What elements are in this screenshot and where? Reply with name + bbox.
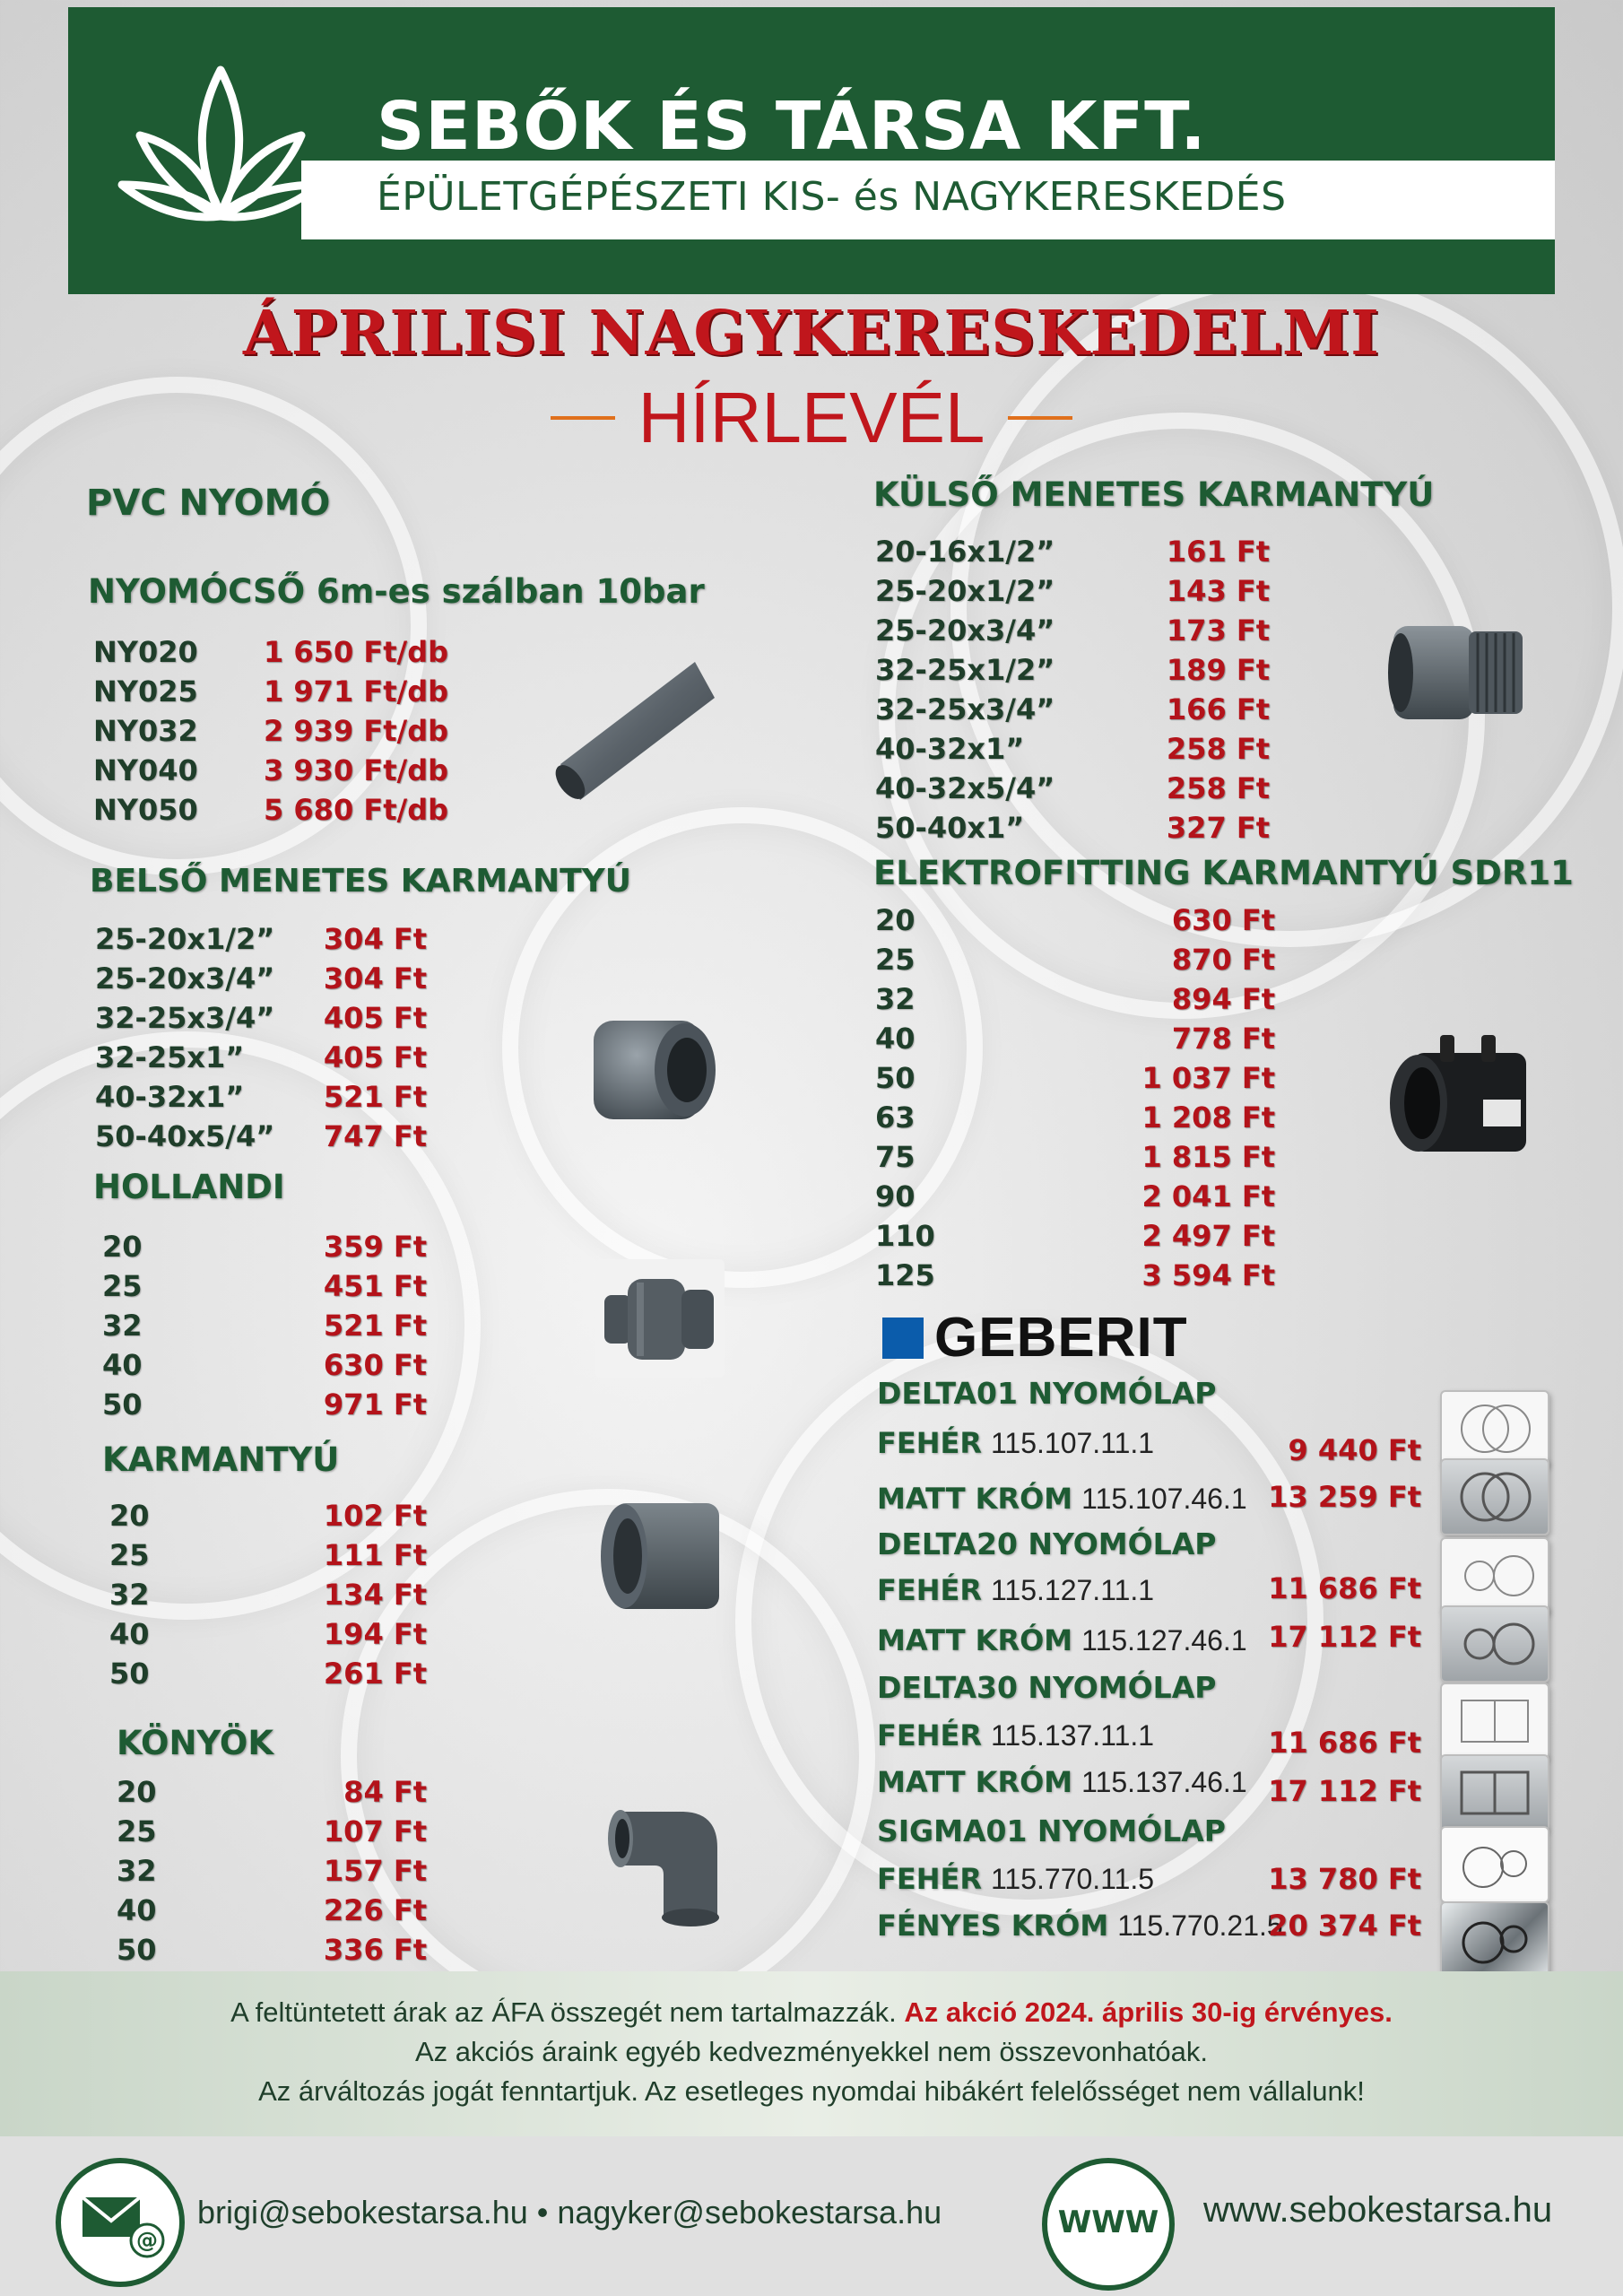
item-code: 50-40x5/4” [95,1119,275,1153]
item-price: 107 Ft [323,1814,427,1848]
nyomocso-list [93,632,452,830]
item-article: 115.127.11.1 [991,1574,1155,1606]
item-price: 1 650 Ft/db [264,635,448,669]
item-price: 405 Ft [323,1040,427,1074]
item-price: 11 686 Ft [1268,1726,1421,1760]
item-price: 451 Ft [323,1269,427,1303]
item-price: 258 Ft [1166,771,1270,805]
item-price: 13 259 Ft [1268,1480,1421,1514]
pipe-image [551,646,717,807]
item-price: 161 Ft [1166,535,1270,569]
list-item [117,1812,475,1851]
newsletter-title: ÁPRILISI NAGYKERESKEDELMI [243,298,1380,370]
flush-plate-image [1440,1537,1549,1614]
elbow-image [601,1794,735,1928]
website-link[interactable]: www.sebokestarsa.hu [1203,2190,1553,2230]
list-item [95,998,454,1038]
item-code: 32 [875,982,916,1016]
list-item [117,1851,475,1891]
item-code: 32-25x1/2” [875,653,1055,687]
list-item [117,1930,475,1970]
item-price: 521 Ft [323,1309,427,1343]
flush-plate-image [1440,1605,1549,1683]
item-price: 5 680 Ft/db [264,793,448,827]
disclaimer-line-1 [0,1996,1623,2029]
item-code: 40 [117,1893,157,1927]
company-name: SEBŐK ÉS TÁRSA KFT. [377,88,1207,165]
item-price: 1 815 Ft [1141,1140,1275,1174]
item-code: 25 [102,1269,143,1303]
karmantyu-list [109,1496,468,1693]
item-price: 327 Ft [1166,811,1270,845]
list-item [875,979,1306,1019]
item-price: 778 Ft [1171,1022,1275,1056]
item-code: 50-40x1” [875,811,1025,845]
list-item [95,1077,454,1117]
item-code: 32-25x1” [95,1040,245,1074]
item-price: 226 Ft [323,1893,427,1927]
list-item [875,571,1306,611]
list-item [93,632,452,672]
geberit-item [877,1862,1154,1896]
konyok-list [117,1772,475,1970]
list-item [875,769,1306,808]
item-price: 630 Ft [323,1348,427,1382]
kulso-list [875,532,1306,848]
list-item [109,1614,468,1654]
geberit-brand: GEBERIT [934,1307,1188,1369]
list-item [95,959,454,998]
company-subtitle: ÉPÜLETGÉPÉSZETI KIS- és NAGYKERESKEDÉS [377,174,1287,220]
list-item [875,1216,1306,1256]
pvc-heading: PVC NYOMÓ [86,483,331,524]
item-article: 115.107.46.1 [1081,1483,1247,1515]
electrofusion-coupling-image [1377,1022,1537,1166]
item-article: 115.127.46.1 [1081,1624,1247,1657]
item-code: 90 [875,1179,916,1213]
hollandi-list [102,1227,461,1424]
item-price: 194 Ft [323,1617,427,1651]
item-code: 50 [109,1657,150,1691]
item-price: 1 037 Ft [1141,1061,1275,1095]
item-article: 115.770.11.5 [991,1863,1155,1895]
item-code: 40 [875,1022,916,1056]
item-code: 20 [875,903,916,937]
item-price: 304 Ft [323,961,427,996]
item-code: 40 [102,1348,143,1382]
list-item [109,1496,468,1535]
contact-emails[interactable]: brigi@sebokestarsa.hu • nagyker@sebokestarsa.hu [197,2194,942,2231]
elektro-list [875,900,1306,1295]
item-code: NY032 [93,714,198,748]
item-price: 157 Ft [323,1854,427,1888]
item-price: 102 Ft [323,1499,427,1533]
list-item [102,1306,461,1345]
item-code: 25 [117,1814,157,1848]
item-price: 84 Ft [343,1775,427,1809]
item-price: 17 112 Ft [1268,1620,1421,1654]
company-logo [113,59,328,274]
item-variant: FEHÉR [877,1862,982,1896]
promo-validity: Az akció 2024. április 30-ig érvényes. [904,1996,1393,2028]
item-code: 32-25x3/4” [875,692,1055,726]
item-code: 75 [875,1140,916,1174]
list-item [117,1891,475,1930]
item-code: NY040 [93,753,198,787]
item-code: 110 [875,1219,935,1253]
male-coupling-image [1381,610,1533,735]
list-item [109,1575,468,1614]
item-code: 25 [875,943,916,977]
item-variant: FEHÉR [877,1426,982,1460]
svg-text:@: @ [136,2228,158,2253]
item-code: 40 [109,1617,150,1651]
list-item [875,1019,1306,1058]
item-price: 9 440 Ft [1288,1433,1421,1467]
item-code: 32 [117,1854,157,1888]
item-code: 50 [102,1387,143,1422]
geberit-square-icon [882,1318,924,1359]
list-item [117,1772,475,1812]
item-price: 189 Ft [1166,653,1270,687]
item-code: 25 [109,1538,150,1572]
geberit-group-heading: DELTA20 NYOMÓLAP [877,1526,1217,1561]
newsletter-subtitle-row [0,377,1623,459]
item-code: 125 [875,1258,935,1292]
item-variant: MATT KRÓM [877,1765,1073,1799]
list-item [875,1256,1306,1295]
list-item [109,1654,468,1693]
geberit-item [877,1718,1154,1752]
nyomocso-heading: NYOMÓCSŐ 6m-es szálban 10bar [88,572,705,611]
flush-plate-image [1440,1390,1549,1467]
item-code: 63 [875,1100,916,1135]
item-variant: MATT KRÓM [877,1623,1073,1657]
item-price: 173 Ft [1166,613,1270,648]
item-price: 870 Ft [1171,943,1275,977]
item-code: 20 [117,1775,157,1809]
female-coupling-image [585,1003,728,1137]
item-variant: MATT KRÓM [877,1482,1073,1516]
item-price: 134 Ft [323,1578,427,1612]
kulso-heading: KÜLSŐ MENETES KARMANTYÚ [873,475,1435,514]
hollandi-heading: HOLLANDI [93,1168,285,1206]
item-code: 32-25x3/4” [95,1001,275,1035]
list-item [875,1058,1306,1098]
flush-plate-image [1440,1901,1549,1979]
geberit-logo [882,1306,1188,1369]
geberit-group-heading: DELTA01 NYOMÓLAP [877,1376,1217,1411]
item-price: 405 Ft [323,1001,427,1035]
item-price: 336 Ft [323,1933,427,1967]
item-code: NY050 [93,793,198,827]
envelope-icon [56,2158,185,2287]
geberit-item [877,1482,1247,1516]
belso-heading: BELSŐ MENETES KARMANTYÚ [90,863,631,900]
list-item [102,1266,461,1306]
elektro-heading: ELEKTROFITTING KARMANTYÚ SDR11 [873,854,1574,892]
item-price: 3 594 Ft [1141,1258,1275,1292]
item-price: 2 041 Ft [1141,1179,1275,1213]
geberit-item [877,1573,1154,1607]
list-item [93,672,452,711]
list-item [875,532,1306,571]
list-item [93,751,452,790]
geberit-group-heading: DELTA30 NYOMÓLAP [877,1670,1217,1705]
item-variant: FEHÉR [877,1718,982,1752]
disclaimer-text: A feltüntetett árak az ÁFA összegét nem tartalmazzák. [230,1996,897,2028]
list-item [102,1227,461,1266]
list-item [102,1345,461,1385]
belso-list [95,919,454,1156]
list-item [93,711,452,751]
flush-plate-image [1440,1754,1549,1831]
item-price: 521 Ft [323,1080,427,1114]
item-code: 40-32x1” [95,1080,245,1114]
geberit-item [877,1765,1247,1799]
header-banner [68,7,1555,294]
list-item [109,1535,468,1575]
item-price: 359 Ft [323,1230,427,1264]
item-variant: FEHÉR [877,1573,982,1607]
item-code: 50 [117,1933,157,1967]
item-price: 261 Ft [323,1657,427,1691]
flush-plate-image [1440,1826,1549,1903]
list-item [95,1038,454,1077]
item-price: 11 686 Ft [1268,1571,1421,1605]
item-article: 115.137.46.1 [1081,1766,1247,1798]
orange-dash-right [1008,416,1072,420]
item-price: 1 208 Ft [1141,1100,1275,1135]
disclaimer-panel [0,1971,1623,2136]
list-item [875,808,1306,848]
list-item [875,690,1306,729]
list-item [875,611,1306,650]
item-price: 894 Ft [1171,982,1275,1016]
newsletter-subtitle: HÍRLEVÉL [638,378,985,457]
flush-plate-image [1440,1458,1549,1535]
list-item [875,1177,1306,1216]
konyok-heading: KÖNYÖK [117,1724,274,1762]
item-code: 32 [102,1309,143,1343]
geberit-group-heading: SIGMA01 NYOMÓLAP [877,1813,1226,1848]
item-price: 304 Ft [323,922,427,956]
www-badge-text: WWW [1057,2205,1159,2240]
geberit-item [877,1623,1247,1657]
item-article: 115.770.21.5 [1117,1909,1283,1942]
item-variant: FÉNYES KRÓM [877,1909,1109,1943]
item-price: 166 Ft [1166,692,1270,726]
list-item [95,1117,454,1156]
item-code: 40-32x1” [875,732,1025,766]
list-item [875,1137,1306,1177]
list-item [95,919,454,959]
item-price: 971 Ft [323,1387,427,1422]
item-price: 3 930 Ft/db [264,753,448,787]
item-code: 20-16x1/2” [875,535,1055,569]
item-code: 25-20x1/2” [95,922,275,956]
contact-footer [0,2136,1623,2296]
geberit-item [877,1426,1154,1460]
list-item [875,1098,1306,1137]
list-item [875,650,1306,690]
item-code: 25-20x3/4” [95,961,275,996]
www-icon [1042,2158,1175,2291]
union-fitting-image [595,1259,725,1378]
item-price: 2 497 Ft [1141,1219,1275,1253]
item-price: 17 112 Ft [1268,1774,1421,1808]
item-price: 630 Ft [1171,903,1275,937]
item-code: NY020 [93,635,198,669]
item-price: 143 Ft [1166,574,1270,608]
disclaimer-line-3: Az árváltozás jogát fenntartjuk. Az esetleges nyomdai hibákért felelősséget nem vállalunk! [258,2075,1365,2107]
karmantyu-heading: KARMANTYÚ [102,1440,340,1479]
item-code: NY025 [93,674,198,709]
disclaimer-line-2: Az akciós áraink egyéb kedvezményekkel nem összevonhatóak. [415,2036,1208,2067]
list-item [875,900,1306,940]
list-item [875,729,1306,769]
item-price: 111 Ft [323,1538,427,1572]
item-price: 747 Ft [323,1119,427,1153]
list-item [93,790,452,830]
item-article: 115.107.11.1 [991,1427,1155,1459]
item-code: 25-20x3/4” [875,613,1055,648]
item-price: 1 971 Ft/db [264,674,448,709]
item-code: 32 [109,1578,150,1612]
item-code: 50 [875,1061,916,1095]
item-price: 13 780 Ft [1268,1862,1421,1896]
item-code: 20 [109,1499,150,1533]
list-item [102,1385,461,1424]
coupling-image [595,1494,730,1620]
list-item [875,940,1306,979]
item-price: 20 374 Ft [1268,1909,1421,1943]
item-code: 25-20x1/2” [875,574,1055,608]
item-price: 2 939 Ft/db [264,714,448,748]
item-article: 115.137.11.1 [991,1719,1155,1752]
item-price: 258 Ft [1166,732,1270,766]
item-code: 20 [102,1230,143,1264]
item-code: 40-32x5/4” [875,771,1055,805]
orange-dash-left [551,416,615,420]
flush-plate-image [1440,1683,1549,1760]
